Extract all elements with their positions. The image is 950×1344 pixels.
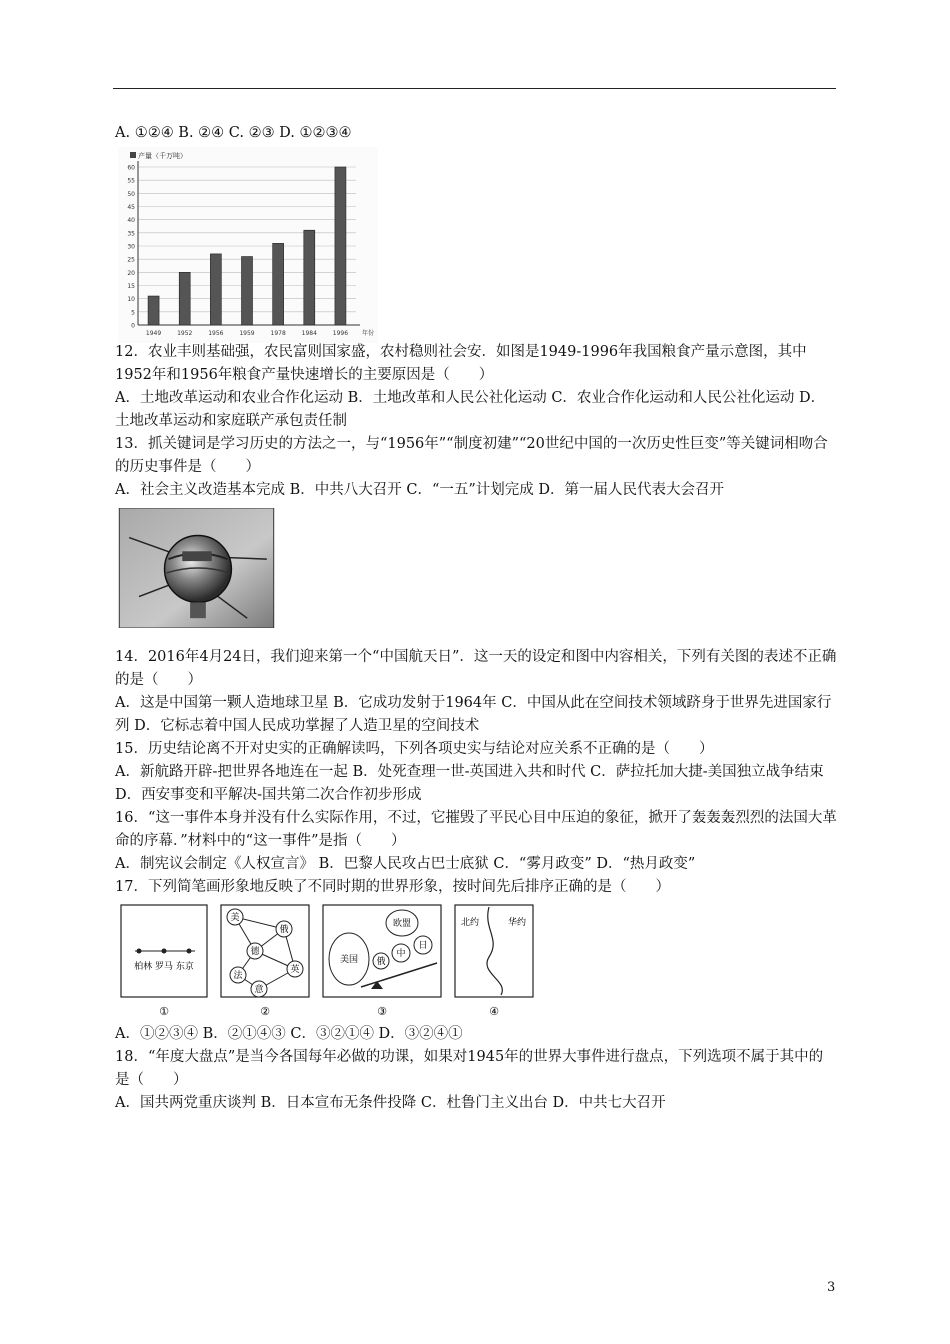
panel-number: ② bbox=[260, 1005, 270, 1018]
bar bbox=[242, 257, 253, 325]
x-tick-label: 1952 bbox=[177, 330, 193, 337]
panel-number: ① bbox=[159, 1005, 169, 1018]
question-18 bbox=[115, 1046, 837, 1115]
bloc-label-left: 北约 bbox=[460, 918, 480, 928]
x-axis-label: 年份 bbox=[362, 330, 375, 337]
question-17 bbox=[115, 876, 837, 899]
small-label: 俄 bbox=[376, 957, 386, 967]
y-tick-label: 20 bbox=[127, 269, 135, 277]
question-options: A．这是中国第一颗人造地球卫星 B．它成功发射于1964年 C．中国从此在空间技术领域跻身于世界先进国家行列 D．它标志着中国人民成功掌握了人造卫星的空间技术 bbox=[115, 695, 832, 734]
question-17-options bbox=[115, 1023, 837, 1046]
question-stem: 17．下列简笔画形象地反映了不同时期的世界形象，按时间先后排序正确的是（ ） bbox=[115, 879, 670, 895]
y-tick-label: 15 bbox=[127, 283, 135, 290]
question-stem: 12．农业丰则基础强，农民富则国家盛，农村稳则社会安．如图是1949-1996年我国粮食产量示意图，其中1952年和1956年粮食产量快速增长的主要原因是（ ） bbox=[115, 344, 807, 383]
satellite-photo bbox=[115, 508, 837, 646]
x-tick-label: 1959 bbox=[239, 330, 255, 337]
sketches-svg bbox=[117, 903, 537, 1021]
satellite-image bbox=[118, 508, 275, 628]
question-15 bbox=[115, 738, 837, 807]
world-pattern-sketches bbox=[115, 903, 837, 1023]
y-tick-label: 45 bbox=[127, 204, 135, 211]
satellite-base bbox=[190, 602, 206, 618]
x-tick-label: 1996 bbox=[332, 330, 349, 337]
x-tick-label: 1984 bbox=[301, 330, 317, 337]
sketch-panel-3 bbox=[323, 905, 441, 1018]
question-options: A．制宪议会制定《人权宣言》 B．巴黎人民攻占巴士底狱 C．“雾月政变” D．“热月政变” bbox=[115, 856, 696, 872]
y-tick-label: 60 bbox=[127, 164, 135, 172]
panel-number: ③ bbox=[377, 1005, 387, 1018]
question-options: A．国共两党重庆谈判 B．日本宣布无条件投降 C．杜鲁门主义出台 D．中共七大召开 bbox=[115, 1095, 666, 1111]
y-tick-label: 25 bbox=[127, 256, 135, 264]
node-label: 俄 bbox=[279, 925, 289, 935]
sketch-panel-1 bbox=[121, 905, 207, 1018]
x-tick-label: 1956 bbox=[208, 330, 224, 337]
question-13 bbox=[115, 433, 837, 502]
node-label: 法 bbox=[233, 971, 243, 981]
axis-dot bbox=[137, 949, 142, 954]
question-stem: 16．“这一事件本身并没有什么实际作用，不过，它摧毁了平民心目中压迫的象征，掀开了轰轰轰烈烈的法国大革命的序幕．”材料中的“这一事件”是指（ ） bbox=[115, 810, 837, 849]
top-label: 欧盟 bbox=[392, 919, 412, 929]
question-options: A．社会主义改造基本完成 B．中共八大召开 C．“一五”计划完成 D．第一届人民代表大会召开 bbox=[115, 482, 724, 498]
big-label: 美国 bbox=[339, 955, 359, 965]
satellite-body bbox=[165, 536, 232, 603]
question-12 bbox=[115, 341, 837, 433]
node-label: 英 bbox=[290, 965, 300, 975]
question-options: A．土地改革运动和农业合作化运动 B．土地改革和人民公社化运动 C．农业合作化运动和人民公社化运动 D．土地改革运动和家庭联产承包责任制 bbox=[115, 390, 826, 429]
question-14 bbox=[115, 646, 837, 738]
bar bbox=[335, 167, 346, 325]
grain-output-chart bbox=[115, 145, 837, 341]
x-tick-label: 1978 bbox=[270, 330, 286, 337]
small-label: 中 bbox=[396, 949, 406, 959]
bar bbox=[148, 296, 159, 325]
legend-swatch bbox=[130, 152, 136, 158]
bloc-label-right: 华约 bbox=[507, 918, 527, 928]
axis-dot bbox=[187, 949, 192, 954]
axis-cities: 柏林 罗马 东京 bbox=[134, 962, 194, 972]
question-stem: 18．“年度大盘点”是当今各国每年必做的功课，如果对1945年的世界大事件进行盘点，下列选项不属于其中的是（ ） bbox=[115, 1049, 824, 1088]
bar bbox=[304, 230, 315, 325]
chart-svg bbox=[118, 147, 378, 343]
satellite-panel bbox=[182, 551, 212, 561]
bar bbox=[210, 254, 221, 325]
y-tick-label: 5 bbox=[131, 309, 135, 317]
sketch-panel-2 bbox=[221, 905, 309, 1018]
question-options: A．①②③④ B．②①④③ C．③②①④ D．③②④① bbox=[115, 1026, 463, 1042]
axis-dot bbox=[162, 949, 167, 954]
sketch-panel-4 bbox=[455, 905, 533, 1018]
y-tick-label: 0 bbox=[131, 322, 135, 330]
question-stem: 15．历史结论离不开对史实的正确解读吗，下列各项史实与结论对应关系不正确的是（ ） bbox=[115, 741, 714, 757]
page-number: 3 bbox=[827, 1280, 836, 1295]
header-rule bbox=[113, 88, 836, 89]
small-label: 日 bbox=[418, 941, 428, 951]
page-content bbox=[115, 122, 837, 1115]
y-tick-label: 30 bbox=[127, 243, 135, 251]
node-label: 意 bbox=[254, 985, 264, 995]
q11-options: A. ①②④ B. ②④ C. ②③ D. ①②③④ bbox=[115, 125, 352, 141]
y-tick-label: 40 bbox=[127, 217, 135, 225]
panel-number: ④ bbox=[489, 1005, 499, 1018]
bar bbox=[273, 243, 284, 325]
question-16 bbox=[115, 807, 837, 876]
bar bbox=[179, 272, 190, 325]
y-tick-label: 55 bbox=[127, 177, 135, 185]
node-label: 美 bbox=[230, 913, 240, 923]
question-stem: 14．2016年4月24日，我们迎来第一个“中国航天日”．这一天的设定和图中内容相关，下列有关图的表述不正确的是（ ） bbox=[115, 649, 837, 688]
y-axis-label: 产量（千万吨） bbox=[138, 152, 187, 160]
question-stem: 13．抓关键词是学习历史的方法之一，与“1956年”“制度初建”“20世纪中国的一次历史性巨变”等关键词相吻合的历史事件是（ ） bbox=[115, 436, 828, 475]
node-label: 德 bbox=[250, 947, 260, 957]
x-tick-label: 1949 bbox=[145, 330, 162, 337]
y-tick-label: 50 bbox=[127, 190, 135, 198]
y-tick-label: 35 bbox=[127, 230, 135, 238]
question-options: A．新航路开辟-把世界各地连在一起 B．处死查理一世-英国进入共和时代 C．萨拉托加大捷-美国独立战争结束 D．西安事变和平解决-国共第二次合作初步形成 bbox=[115, 764, 824, 803]
y-tick-label: 10 bbox=[127, 296, 135, 304]
